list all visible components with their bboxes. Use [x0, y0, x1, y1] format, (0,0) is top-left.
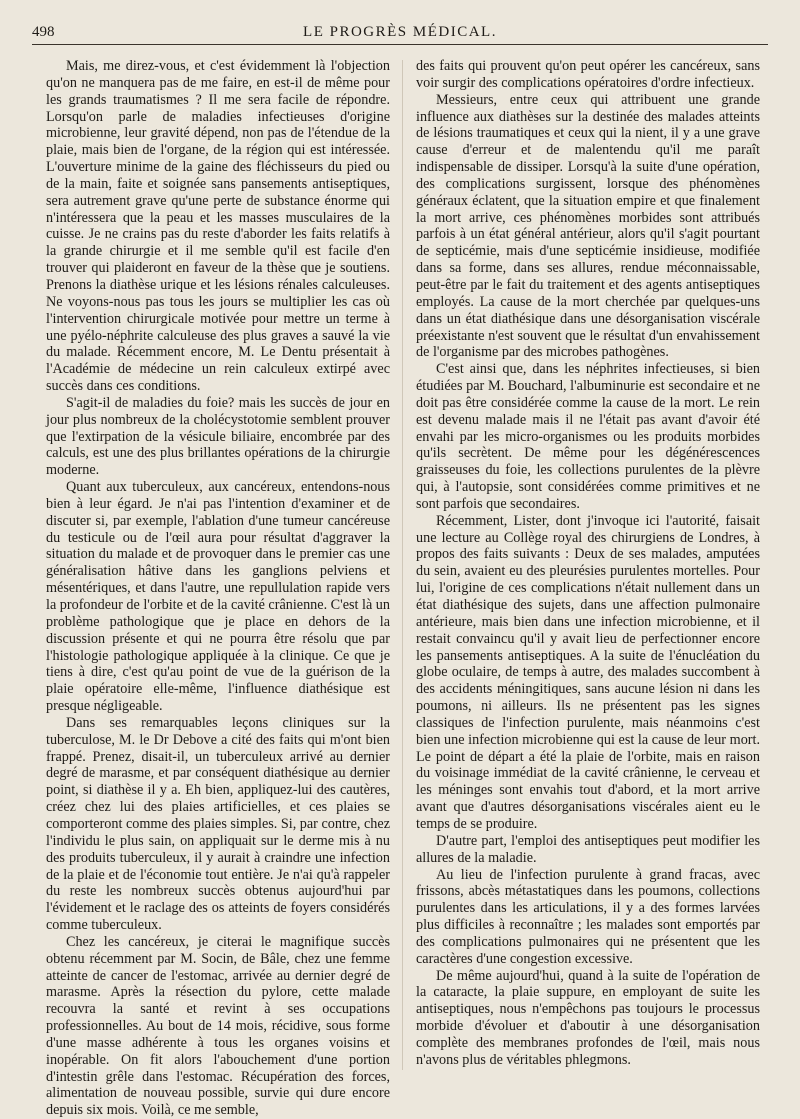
journal-title: LE PROGRÈS MÉDICAL. [303, 24, 497, 40]
paragraph-continuation: des faits qui prouvent qu'on peut opérer les cancéreux, sans voir surgir des complications opératoires d'ordre infectieux. [416, 58, 760, 91]
paragraph: Quant aux tuberculeux, aux cancéreux, entendons-nous bien à leur égard. Je n'ai pas l'intention d'examiner et de discuter si, par exemple, l'ablation d'une tumeur cancéreuse du testicule ou de l'œil aura pour résultat d'aggraver la situation du malade et de provoquer dans le premier cas une généralisation hâtive dans les ganglions pelviens et mésentériques, et dans l'autre, une repullulation rapide vers la profondeur de l'orbite et de la cavité crânienne. C'est là un problème pathologique que je place en dehors de la discussion présente et qui ne pourra être résolu que par l'histologie pathologique appliquée à la clinique. Ce que je tiens à dire, c'est qu'au point de vue de la guérison de la plaie opératoire elle-même, l'influence diathésique est presque négligeable. [46, 479, 390, 715]
paragraph: De même aujourd'hui, quand à la suite de l'opération de la cataracte, la plaie suppure, en employant de suite les antiseptiques, nous n'empêchons pas toujours le processus morbide d'évoluer et d'aboutir à une désorganisation complète des membranes profondes de l'œil, mais nous n'avons plus de véritables phlegmons. [416, 967, 760, 1068]
paragraph: Messieurs, entre ceux qui attribuent une grande influence aux diathèses sur la destinée des malades atteints de lésions traumatiques et ceux qui la nient, il y a une grave cause d'erreur et de malentendu qu'il me paraît indispensable de dissiper. Lorsqu'à la suite d'une opération, des complications surgissent, lorsque des phénomènes généraux éclatent, que la situation empire et que finalement la mort arrive, ces phénomènes morbides sont attribués parfois à un état général antérieur, alors qu'il s'agit pourtant de septicémie, mais d'une septicémie insidieuse, modifiée dans sa forme, dans ses allures, rendue méconnaissable, peut-être par le fait du traitement et des agents antiseptiques employés. La cause de la mort cherchée par quelques-uns dans un état diathésique dans une désorganisation viscérale préexistante n'est souvent que le résultat d'un envahissement de l'organisme par des microbes pathogènes. [416, 91, 760, 361]
paragraph: Mais, me direz-vous, et c'est évidemment là l'objection qu'on ne manquera pas de me faire, en est-il de même pour les grands traumatismes ? Il me sera facile de répondre. Lorsqu'on parle de maladies infectieuses d'origine microbienne, leur gravité dépend, non pas de l'étendue de la plaie, mais bien de l'organe, de la région qui est intéressée. L'ouverture minime de la gaine des fléchisseurs du pied ou de la main, faite et soignée sans pansements antiseptiques, sera autrement grave qu'une perte de substance énorme qui n'intéressera que la peau et les masses musculaires de la cuisse. Je ne crains pas du reste d'aborder les faits relatifs à la grande chirurgie et il me semble qu'il est facile d'en trouver qui plaideront en faveur de la thèse que je soutiens. Prenons la diathèse urique et les lésions rénales calculeuses. Ne voyons-nous pas tous les jours se multiplier les cas où l'intervention chirurgicale motivée pour mettre un terme à une pyélo-néphrite calculeuse des plus graves a sauvé la vie du malade. Récemment encore, M. Le Dentu présentait à l'Académie de médecine un rein calculeux extirpé avec succès dans ces conditions. [46, 58, 390, 395]
paragraph: S'agit-il de maladies du foie? mais les succès de jour en jour plus nombreux de la cholécystotomie semblent prouver que l'extirpation de la vésicule biliaire, encombrée par des calculs, est une des plus brillantes opérations de la chirurgie moderne. [46, 394, 390, 479]
running-header [32, 22, 768, 45]
left-column [46, 58, 390, 1119]
right-column [416, 58, 760, 1078]
paragraph: Au lieu de l'infection purulente à grand fracas, avec frissons, abcès métastatiques dans les poumons, collections purulentes dans les articulations, il y a des formes larvées plus difficiles à reconnaître ; les malades sont emportés par des complications pulmonaires qui ne présentent que les caractères d'une congestion excessive. [416, 866, 760, 967]
column-divider [402, 60, 403, 1070]
paragraph: Récemment, Lister, dont j'invoque ici l'autorité, faisait une lecture au Collège royal des chirurgiens de Londres, à propos des faits suivants : Deux de ses malades, amputées du sein, avaient eu des pleurésies purulentes mortelles. Pour lui, l'origine de ces complications n'était nullement dans un état diathésique des sujets, dans une affection pulmonaire antérieure, mais bien dans une infection microbienne, et il restait convaincu qu'il y avait lieu de perfectionner encore les pansements antiseptiques. A la suite de l'énucléation du globe oculaire, de temps à autre, des malades succombent à des accidents méningitiques, sans aucune lésion ni dans les poumons, ni ailleurs. Ils ne présentent pas les signes classiques de l'infection purulente, mais néanmoins c'est bien une infection microbienne qui est la cause de leur mort. Le point de départ a été la plaie de l'orbite, mais en raison du voisinage immédiat de la cavité crânienne, le cerveau et les méninges sont envahis tout d'abord, et la mort arrive avant que d'autres désorganisations viscérales aient eu le temps de se produire. [416, 512, 760, 832]
paragraph: Dans ses remarquables leçons cliniques sur la tuberculose, M. le Dr Debove a cité des faits qui m'ont bien frappé. Prenez, disait-il, un tuberculeux arrivé au dernier degré de marasme, et par conséquent diathésique au dernier point, si diathèse il y a. Eh bien, appliquez-lui des cautères, créez chez lui des plaies artificielles, et ces plaies se comporteront comme des plaies simples. Si, par contre, chez l'individu le plus sain, on appliquait sur le derme mis à nu des produits tuberculeux, il y aurait à craindre une infection de la plaie et de l'économie tout entière. Je n'ai qu'à rappeler du reste les nombreux succès obtenus aujourd'hui par l'évidement et le raclage des os atteints de foyers considérés comme tuberculeux. [46, 714, 390, 934]
paragraph: Chez les cancéreux, je citerai le magnifique succès obtenu récemment par M. Socin, de Bâle, chez une femme atteinte de cancer de l'estomac, arrivée au dernier degré de marasme. Après la résection du pylore, cette malade recouvra la santé et revint à ses occupations professionnelles. Au bout de 14 mois, récidive, sous forme d'une masse adhérente à tous les organes voisins et inopérable. On fit alors l'abouchement d'une portion d'intestin grêle dans l'estomac. Récupération des forces, alimentation de nouveau possible, survie qui dure encore depuis six mois. Voilà, ce me semble, [46, 933, 390, 1119]
paragraph: D'autre part, l'emploi des antiseptiques peut modifier les allures de la maladie. [416, 832, 760, 866]
page-number: 498 [32, 24, 55, 40]
paragraph: C'est ainsi que, dans les néphrites infectieuses, si bien étudiées par M. Bouchard, l'albuminurie est secondaire et ne doit pas être considérée comme la cause de la mort. Le rein est devenu malade mais il ne l'était pas avant d'avoir été envahi par les micro-organismes ou les produits morbides qu'ils secrètent. De même pour les dégénérescences graisseuses du foie, les collections purulentes de la plèvre qui, à l'autopsie, sont considérées comme primitives et ne sont parfois que secondaires. [416, 361, 760, 512]
